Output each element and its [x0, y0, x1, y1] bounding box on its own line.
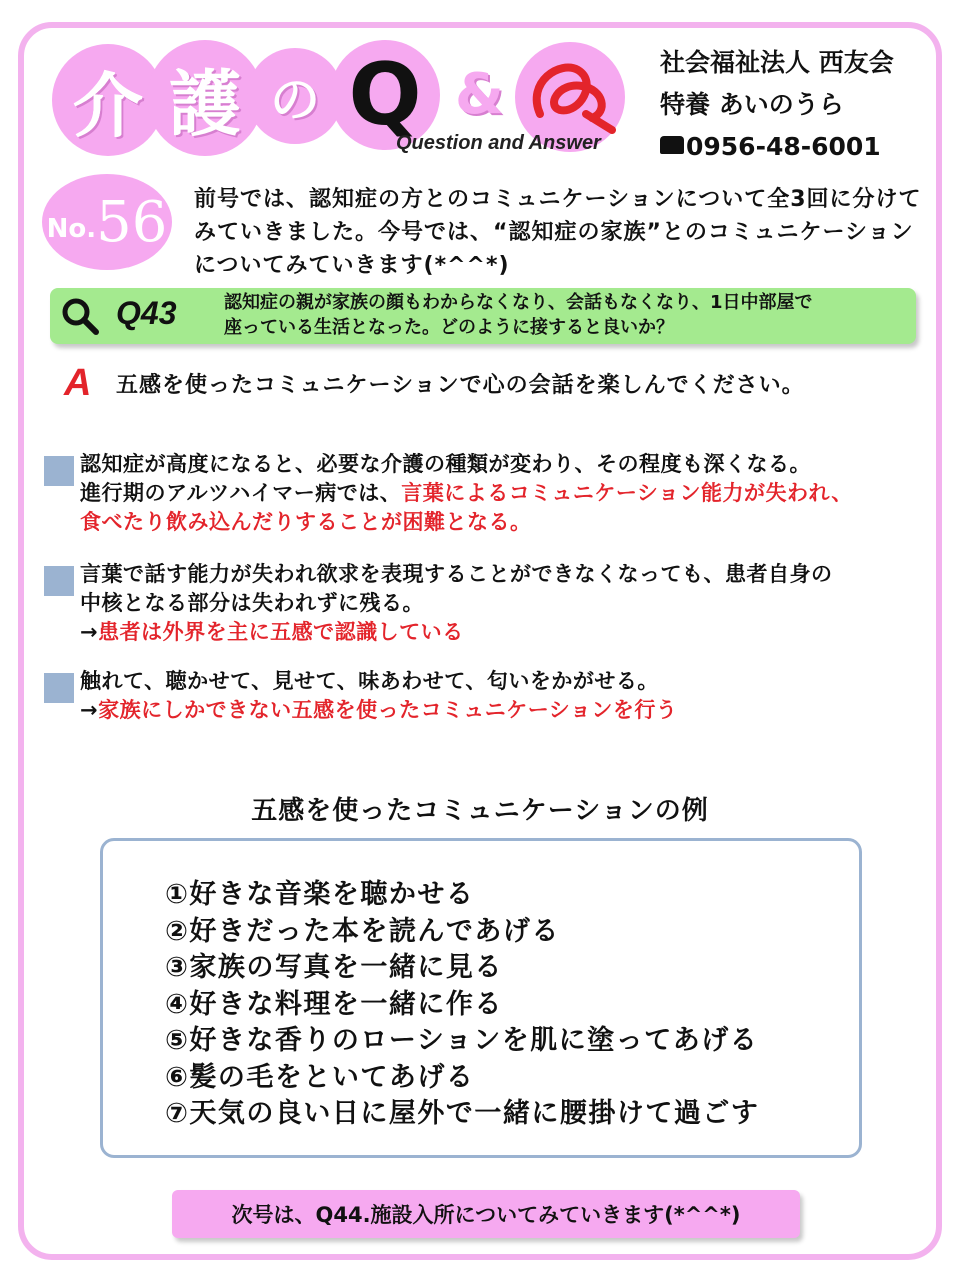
point-line: 触れて、聴かせて、見せて、味あわせて、匂いをかがせる。	[80, 669, 659, 693]
question-line-2: 座っている生活となった。どのように接すると良いか？	[224, 317, 674, 338]
point-text	[80, 450, 930, 537]
point-plain: 進行期のアルツハイマー病では、	[80, 481, 402, 505]
magnifier-icon	[60, 296, 100, 336]
issue-number: 56	[96, 189, 168, 255]
examples-title: 五感を使ったコミュニケーションの例	[251, 796, 709, 826]
examples-box	[100, 838, 862, 1158]
org-facility: 特養 あいのうら	[660, 90, 844, 119]
examples-list	[165, 877, 759, 1133]
point-highlight: 食べたり飲み込んだりすることが困難となる。	[80, 510, 532, 534]
org-phone-line	[660, 126, 894, 168]
question-bar	[50, 288, 916, 344]
point-line	[80, 479, 930, 508]
point-highlight: 患者は外界を主に五感で認識している	[98, 620, 464, 644]
answer-mark: A	[64, 362, 92, 404]
title-char-q: Q	[330, 40, 440, 150]
point-line: 中核となる部分は失われずに残る。	[80, 591, 424, 615]
phone-icon	[660, 136, 684, 154]
bullet-square	[44, 566, 74, 596]
title-char-2: 護	[147, 40, 263, 156]
point-line: 認知症が高度になると、必要な介護の種類が変わり、その程度も深くなる。	[80, 452, 811, 476]
arrow: →	[80, 698, 99, 722]
example-item: ⑥髪の毛をといてあげる	[165, 1061, 475, 1093]
point-highlight: 家族にしかできない五感を使ったコミュニケーションを行う	[98, 698, 678, 722]
issue-label: No.	[46, 214, 97, 244]
title-subtitle: Question and Answer	[396, 132, 601, 154]
title-char-1: 介	[52, 44, 164, 156]
point-text	[80, 667, 930, 725]
intro-text: 前号では、認知症の方とのコミュニケーションについて全3回に分けてみていきました。今号では、“認知症の家族”とのコミュニケーションについてみていきます(*^^*)	[194, 187, 922, 278]
title-char-3: の	[247, 48, 343, 144]
example-item: ⑦天気の良い日に屋外で一緒に腰掛けて過ごす	[165, 1098, 760, 1129]
example-item: ④好きな料理を一緒に作る	[165, 988, 503, 1020]
bullet-square	[44, 673, 74, 703]
arrow: →	[80, 620, 99, 644]
point-line	[80, 618, 930, 647]
point-highlight: 言葉によるコミュニケーション能力が失われ、	[401, 481, 853, 505]
point-line	[80, 696, 930, 725]
question-line-1: 認知症の親が家族の顔もわからなくなり、会話もなくなり、1日中部屋で	[224, 292, 813, 313]
example-item: ①好きな音楽を聴かせる	[165, 879, 475, 910]
question-text	[224, 290, 904, 340]
example-item: ③家族の写真を一緒に見る	[165, 952, 503, 983]
issue-badge	[42, 174, 172, 270]
example-item: ⑤好きな香りのローションを肌に塗ってあげる	[165, 1025, 759, 1056]
bullet-square	[44, 456, 74, 486]
org-phone: 0956-48-6001	[686, 132, 881, 161]
organization-info	[660, 42, 894, 168]
point-line: 言葉で話す能力が失われ欲求を表現することができなくなっても、患者自身の	[80, 562, 833, 586]
org-name: 社会福祉法人 西友会	[660, 48, 894, 77]
next-issue-banner: 次号は、Q44.施設入所についてみていきます(*^^*)	[172, 1190, 800, 1238]
title-ampersand: &	[455, 62, 504, 127]
answer-text: 五感を使ったコミュニケーションで心の会話を楽しんでください。	[116, 373, 805, 398]
question-number: Q43	[116, 295, 177, 331]
point-text	[80, 560, 930, 647]
example-item: ②好きだった本を読んであげる	[165, 915, 560, 947]
